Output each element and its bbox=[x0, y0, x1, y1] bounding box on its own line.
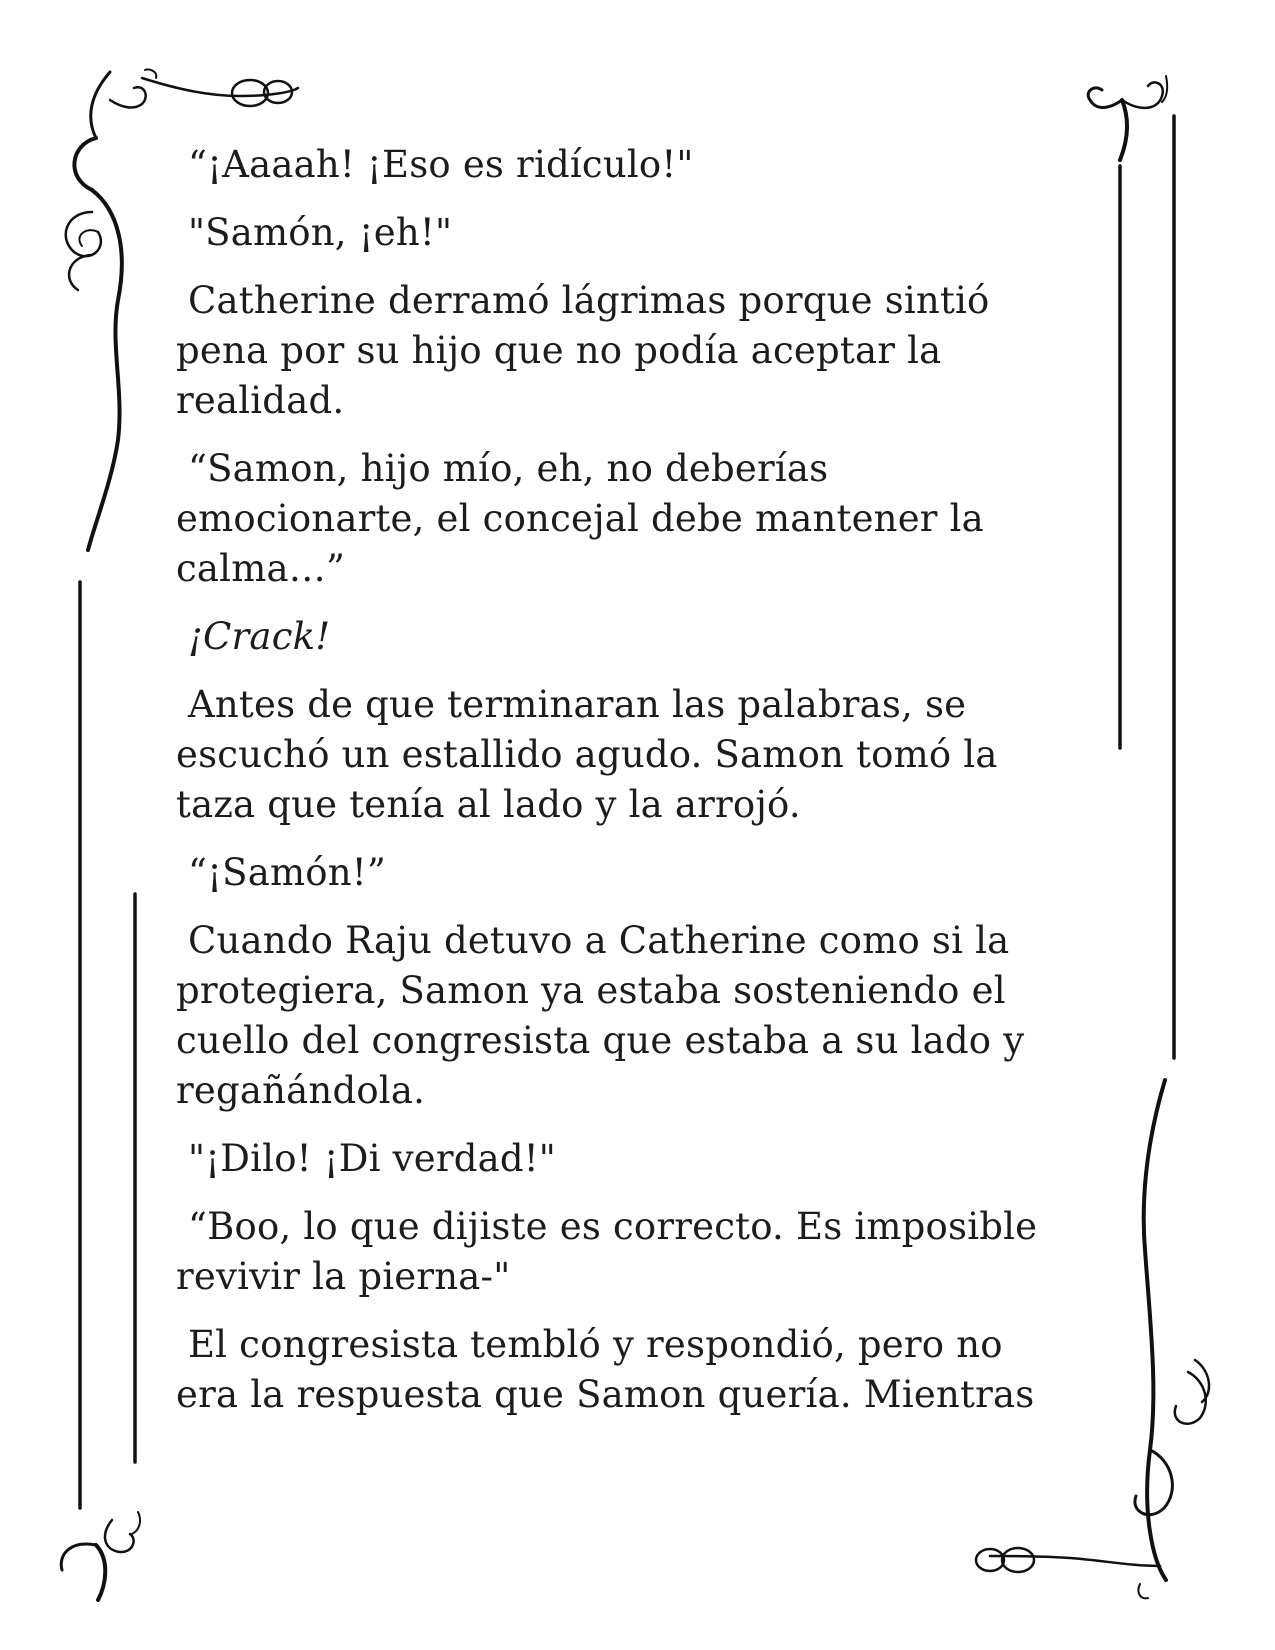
paragraph-10: “Boo, lo que dijiste es correcto. Es imposible revivir la pierna-" bbox=[176, 1205, 1050, 1298]
paragraph-4: “Samon, hijo mío, eh, no deberías emocionarte, el concejal debe mantener la calma…” bbox=[176, 447, 996, 590]
paragraph-11: El congresista tembló y respondió, pero no era la respuesta que Samon quería. Mientras bbox=[176, 1323, 1035, 1416]
paragraph-5-sound-effect: ¡Crack! bbox=[176, 615, 331, 658]
top-right-flourish-icon bbox=[1088, 76, 1167, 160]
paragraph-9: "¡Dilo! ¡Di verdad!" bbox=[176, 1137, 557, 1180]
paragraph-7: “¡Samón!” bbox=[176, 851, 386, 894]
page-text bbox=[176, 140, 1056, 1438]
paragraph-8: Cuando Raju detuvo a Catherine como si la protegiera, Samon ya estaba sosteniendo el cuello del congresista que estaba a su lado y regañándola. bbox=[176, 919, 1037, 1112]
paragraph-2: "Samón, ¡eh!" bbox=[176, 211, 453, 254]
paragraph-3: Catherine derramó lágrimas porque sintió pena por su hijo que no podía aceptar la realidad. bbox=[176, 279, 1002, 422]
bottom-left-flourish-icon bbox=[61, 1512, 140, 1600]
paragraph-1: “¡Aaaah! ¡Eso es ridículo!" bbox=[176, 143, 694, 186]
paragraph-6: Antes de que terminaran las palabras, se escuchó un estallido agudo. Samon tomó la taza que tenía al lado y la arrojó. bbox=[176, 683, 1010, 826]
